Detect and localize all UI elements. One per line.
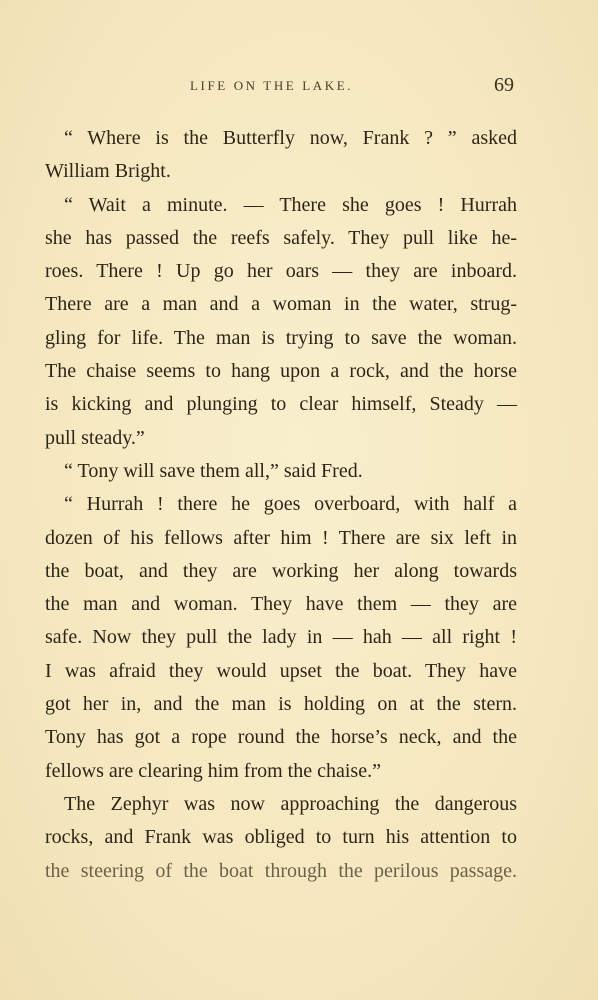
text-line: I was afraid they would upset the boat. They have (45, 659, 517, 682)
text-line: is kicking and plunging to clear himself, Steady — (45, 393, 517, 416)
running-title: LIFE ON THE LAKE. (190, 78, 354, 93)
text-line: “ Tony will save them all,” said Fred. (64, 459, 363, 482)
page-number: 69 (494, 74, 514, 96)
text-line: got her in, and the man is holding on at the stern. (45, 693, 517, 716)
text-line: safe. Now they pull the lady in — hah — all right ! (45, 626, 517, 649)
text-line: The chaise seems to hang upon a rock, and the horse (45, 360, 517, 383)
text-line: The Zephyr was now approaching the dangerous (64, 792, 517, 815)
text-line: Tony has got a rope round the horse’s neck, and the (45, 726, 517, 749)
text-line: the steering of the boat through the perilous passage. (45, 859, 517, 882)
text-line: rocks, and Frank was obliged to turn his attention to (45, 826, 517, 849)
text-line: the boat, and they are working her along towards (45, 559, 517, 582)
text-line: she has passed the reefs safely. They pull like he- (45, 226, 517, 249)
text-line: the man and woman. They have them — they are (45, 593, 517, 616)
text-line: roes. There ! Up go her oars — they are inboard. (45, 260, 517, 283)
text-line: fellows are clearing him from the chaise.” (45, 759, 381, 782)
text-line: William Bright. (45, 160, 171, 183)
text-line: “ Where is the Butterfly now, Frank ? ” asked (64, 127, 517, 149)
text-line: gling for life. The man is trying to save the woman. (45, 326, 517, 349)
text-line: There are a man and a woman in the water, strug- (45, 293, 517, 316)
body-text (45, 122, 517, 888)
text-line: dozen of his fellows after him ! There are six left in (45, 526, 517, 549)
text-line: “ Wait a minute. — There she goes ! Hurrah (64, 193, 517, 216)
text-line: pull steady.” (45, 426, 145, 449)
text-line: “ Hurrah ! there he goes overboard, with half a (64, 493, 517, 516)
running-head (0, 74, 598, 100)
